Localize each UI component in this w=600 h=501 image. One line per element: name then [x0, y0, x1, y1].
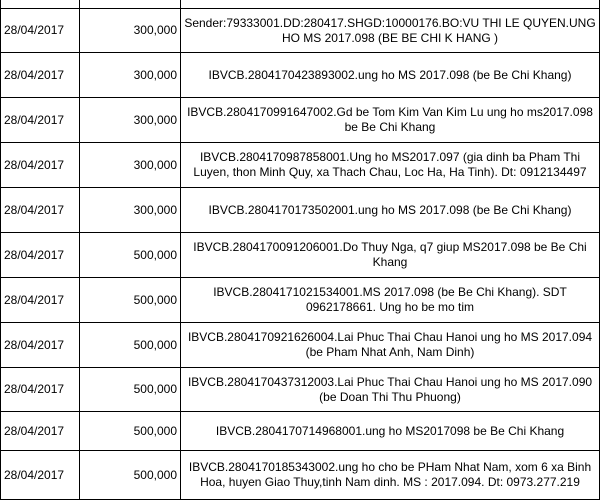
description-cell: IBVCB.2804170173502001.ung ho MS 2017.098 (be Be Chi Khang): [181, 188, 600, 233]
amount-cell: 500,000: [80, 368, 181, 412]
amount-cell: 500,000: [80, 412, 181, 451]
table-row: [1, 412, 600, 451]
date-cell: 28/04/2017: [1, 278, 80, 323]
amount-cell: 500,000: [80, 451, 181, 500]
date-cell: 28/04/2017: [1, 9, 80, 53]
table-row: [1, 143, 600, 188]
table-row: [1, 233, 600, 278]
date-cell: [1, 0, 80, 9]
description-cell: Sender:79333001.DD:280417.SHGD:10000176.BO:VU THI LE QUYEN.UNG HO MS 2017.098 (BE BE CHI K HANG ): [181, 9, 600, 53]
table-row: [1, 278, 600, 323]
amount-cell: [80, 0, 181, 9]
table-row: [1, 53, 600, 98]
date-cell: 28/04/2017: [1, 233, 80, 278]
amount-cell: 300,000: [80, 143, 181, 188]
description-cell: IBVCB.2804170423893002.ung ho MS 2017.098 (be Be Chi Khang): [181, 53, 600, 98]
table-row: [1, 451, 600, 500]
amount-cell: 300,000: [80, 188, 181, 233]
date-cell: 28/04/2017: [1, 188, 80, 233]
description-cell: IBVCB.2804170921626004.Lai Phuc Thai Chau Hanoi ung ho MS 2017.094 (be Pham Nhat Anh, Nam Dinh): [181, 323, 600, 368]
date-cell: 28/04/2017: [1, 98, 80, 143]
table-row: [1, 98, 600, 143]
amount-cell: 300,000: [80, 53, 181, 98]
table-row: [1, 0, 600, 9]
description-cell: IBVCB.2804170987858001.Ung ho MS2017.097 (gia dinh ba Pham Thi Luyen, thon Minh Quy, xa Thach Chau, Loc Ha, Ha Tinh). Dt: 0912134497: [181, 143, 600, 188]
date-cell: 28/04/2017: [1, 323, 80, 368]
description-cell: IBVCB.2804170185343002.ung ho cho be PHam Nhat Nam, xom 6 xa Binh Hoa, huyen Giao Thuy,tinh Nam dinh. MS : 2017.094. Dt: 0973.277.219: [181, 451, 600, 500]
table-row: [1, 9, 600, 53]
description-cell: IBVCB.2804170714968001.ung ho MS2017098 be Be Chi Khang: [181, 412, 600, 451]
amount-cell: 300,000: [80, 9, 181, 53]
amount-cell: 500,000: [80, 233, 181, 278]
date-cell: 28/04/2017: [1, 143, 80, 188]
table-row: [1, 368, 600, 412]
amount-cell: 300,000: [80, 98, 181, 143]
date-cell: 28/04/2017: [1, 53, 80, 98]
date-cell: 28/04/2017: [1, 368, 80, 412]
table-row: [1, 188, 600, 233]
description-cell: [181, 0, 600, 9]
date-cell: 28/04/2017: [1, 412, 80, 451]
description-cell: IBVCB.2804170437312003.Lai Phuc Thai Chau Hanoi ung ho MS 2017.090 (be Doan Thi Thu Phuong): [181, 368, 600, 412]
description-cell: IBVCB.2804171021534001.MS 2017.098 (be Be Chi Khang). SDT 0962178661. Ung ho be mo tim: [181, 278, 600, 323]
amount-cell: 500,000: [80, 323, 181, 368]
description-cell: IBVCB.2804170091206001.Do Thuy Nga, q7 giup MS2017.098 be Be Chi Khang: [181, 233, 600, 278]
table-row: [1, 323, 600, 368]
date-cell: 28/04/2017: [1, 451, 80, 500]
description-cell: IBVCB.2804170991647002.Gd be Tom Kim Van Kim Lu ung ho ms2017.098 be Be Chi Khang: [181, 98, 600, 143]
amount-cell: 500,000: [80, 278, 181, 323]
